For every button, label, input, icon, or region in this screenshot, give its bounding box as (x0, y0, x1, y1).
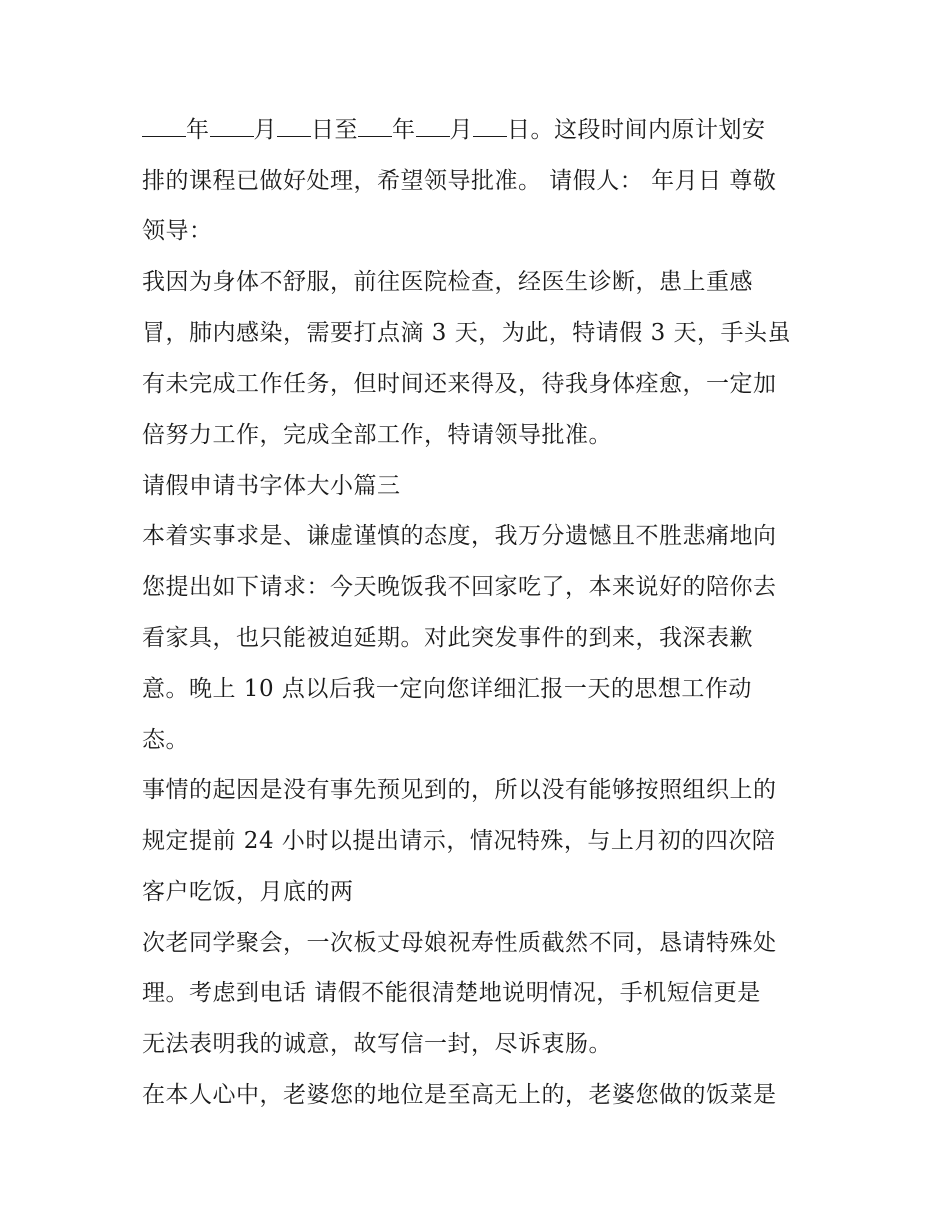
paragraph-line: 排的课程已做好处理，希望领导批准。 请假人： 年月日 尊敬 (142, 168, 777, 194)
date-segment: 年 (392, 117, 416, 143)
blank-day-end (473, 116, 507, 137)
blank-year-end (358, 116, 392, 137)
paragraph-line: 冒，肺内感染，需要打点滴 3 天，为此，特请假 3 天，手头虽 (142, 320, 792, 346)
paragraph-line: 客户吃饭，月底的两 (142, 879, 354, 905)
paragraph-line: 无法表明我的诚意，故写信一封，尽诉衷肠。 (142, 1031, 612, 1057)
paragraph-line: 理。考虑到电话 请假不能很清楚地说明情况，手机短信更是 (142, 980, 761, 1006)
date-form-line (142, 115, 822, 145)
paragraph-line: 事情的起因是没有事先预见到的，所以没有能够按照组织上的 (142, 777, 777, 803)
date-segment: 月 (253, 117, 277, 143)
paragraph-line: 领导： (142, 218, 213, 244)
paragraph-line: 我因为身体不舒服，前往医院检查，经医生诊断，患上重感 (142, 269, 753, 295)
date-segment: 日。这段时间内原计划安 (507, 117, 766, 143)
paragraph-line: 意。晚上 10 点以后我一定向您详细汇报一天的思想工作动 (142, 676, 752, 702)
paragraph-line: 规定提前 24 小时以提出请示，情况特殊，与上月初的四次陪 (142, 828, 776, 854)
date-segment: 日至 (311, 117, 358, 143)
paragraph-line: 本着实事求是、谦虚谨慎的态度，我万分遗憾且不胜悲痛地向 (142, 523, 777, 549)
paragraph-line: 有未完成工作任务，但时间还来得及，待我身体痊愈，一定加 (142, 371, 777, 397)
paragraph-line: 态。 (142, 727, 189, 753)
blank-year-start (142, 116, 186, 137)
blank-day-start (277, 116, 311, 137)
blank-month-start (210, 116, 254, 137)
paragraph-line: 次老同学聚会，一次板丈母娘祝寿性质截然不同，恳请特殊处 (142, 930, 777, 956)
date-segment: 年 (186, 117, 210, 143)
section-heading: 请假申请书字体大小篇三 (142, 473, 401, 499)
paragraph-line: 在本人心中，老婆您的地位是至高无上的，老婆您做的饭菜是 (142, 1082, 777, 1108)
paragraph-line: 倍努力工作，完成全部工作，特请领导批准。 (142, 422, 612, 448)
paragraph-line: 您提出如下请求：今天晚饭我不回家吃了，本来说好的陪你去 (142, 574, 777, 600)
blank-month-end (416, 116, 450, 137)
date-segment: 月 (449, 117, 473, 143)
paragraph-line: 看家具，也只能被迫延期。对此突发事件的到来，我深表歉 (142, 625, 753, 651)
